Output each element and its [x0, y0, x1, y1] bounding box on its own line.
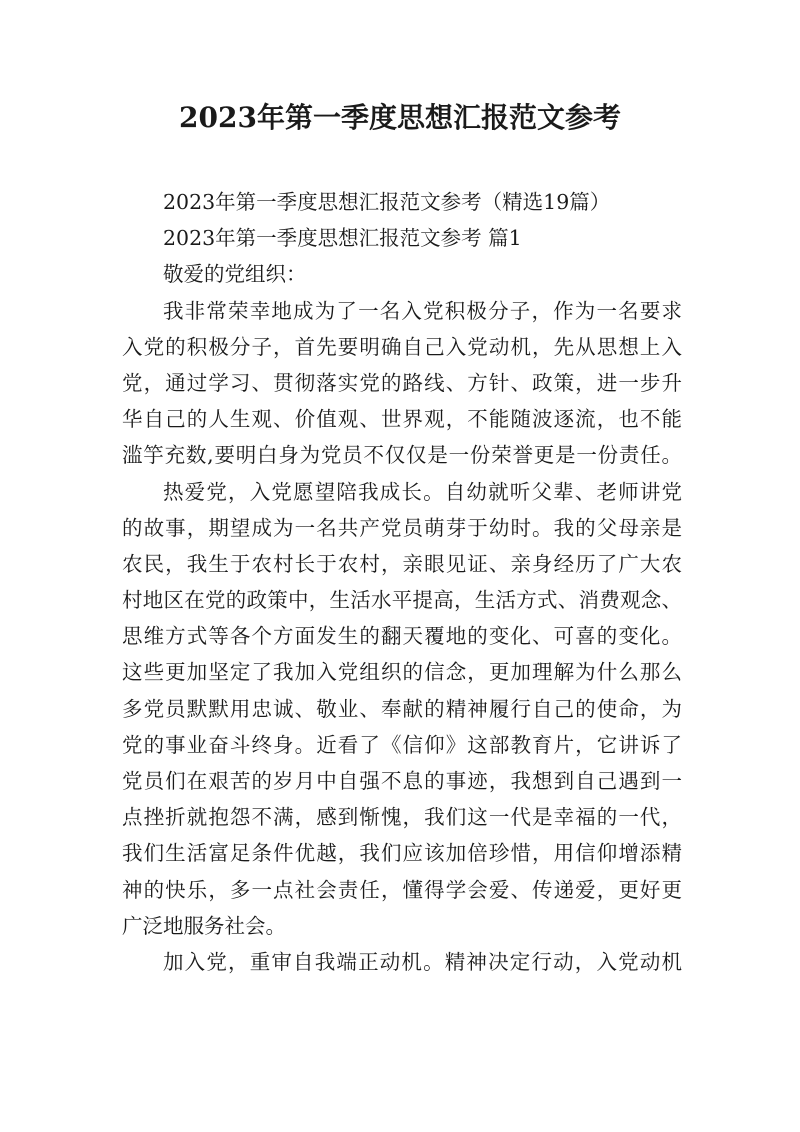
text-line: 党的事业奋斗终身。近看了《信仰》这部教育片，它讲诉了: [122, 732, 682, 757]
text-line: 神的快乐，多一点社会责任，懂得学会爱、传递爱，更好更: [122, 877, 682, 902]
text-line: 点挫折就抱怨不满，感到惭愧，我们这一代是幸福的一代，: [122, 805, 682, 830]
text-line: 思维方式等各个方面发生的翻天覆地的变化、可喜的变化。: [122, 624, 682, 649]
text-line: 广泛地服务社会。: [122, 913, 286, 938]
text-line: 党，通过学习、贯彻落实党的路线、方针、政策，进一步升: [122, 370, 682, 395]
document-body: [122, 184, 682, 980]
text-line: 华自己的人生观、价值观、世界观，不能随波逐流，也不能: [122, 407, 682, 432]
document-title: 2023年第一季度思想汇报范文参考: [179, 101, 621, 134]
text-line: 2023年第一季度思想汇报范文参考（精选19篇）: [163, 190, 611, 214]
text-line: 多党员默默用忠诚、敬业、奉献的精神履行自己的使命，为: [122, 696, 682, 721]
text-line: 农民，我生于农村长于农村，亲眼见证、亲身经历了广大农: [122, 551, 682, 576]
text-line: 滥竽充数,要明白身为党员不仅仅是一份荣誉更是一份责任。: [122, 443, 682, 468]
text-line: 我们生活富足条件优越，我们应该加倍珍惜，用信仰增添精: [122, 841, 682, 866]
text-line: 的故事，期望成为一名共产党员萌芽于幼时。我的父母亲是: [122, 515, 682, 540]
text-line: 2023年第一季度思想汇报范文参考 篇1: [163, 226, 522, 251]
text-line: 我非常荣幸地成为了一名入党积极分子，作为一名要求: [163, 298, 682, 323]
text-line: 这些更加坚定了我加入党组织的信念，更加理解为什么那么: [122, 660, 682, 685]
text-line: 村地区在党的政策中，生活水平提高，生活方式、消费观念、: [122, 588, 682, 613]
text-line: 敬爱的党组织：: [163, 262, 307, 287]
text-line: 入党的积极分子，首先要明确自己入党动机，先从思想上入: [122, 334, 682, 359]
text-line: 加入党，重审自我端正动机。精神决定行动，入党动机: [163, 949, 682, 974]
text-line: 党员们在艰苦的岁月中自强不息的事迹，我想到自己遇到一: [122, 769, 682, 793]
text-line: 热爱党，入党愿望陪我成长。自幼就听父辈、老师讲党: [163, 479, 682, 504]
